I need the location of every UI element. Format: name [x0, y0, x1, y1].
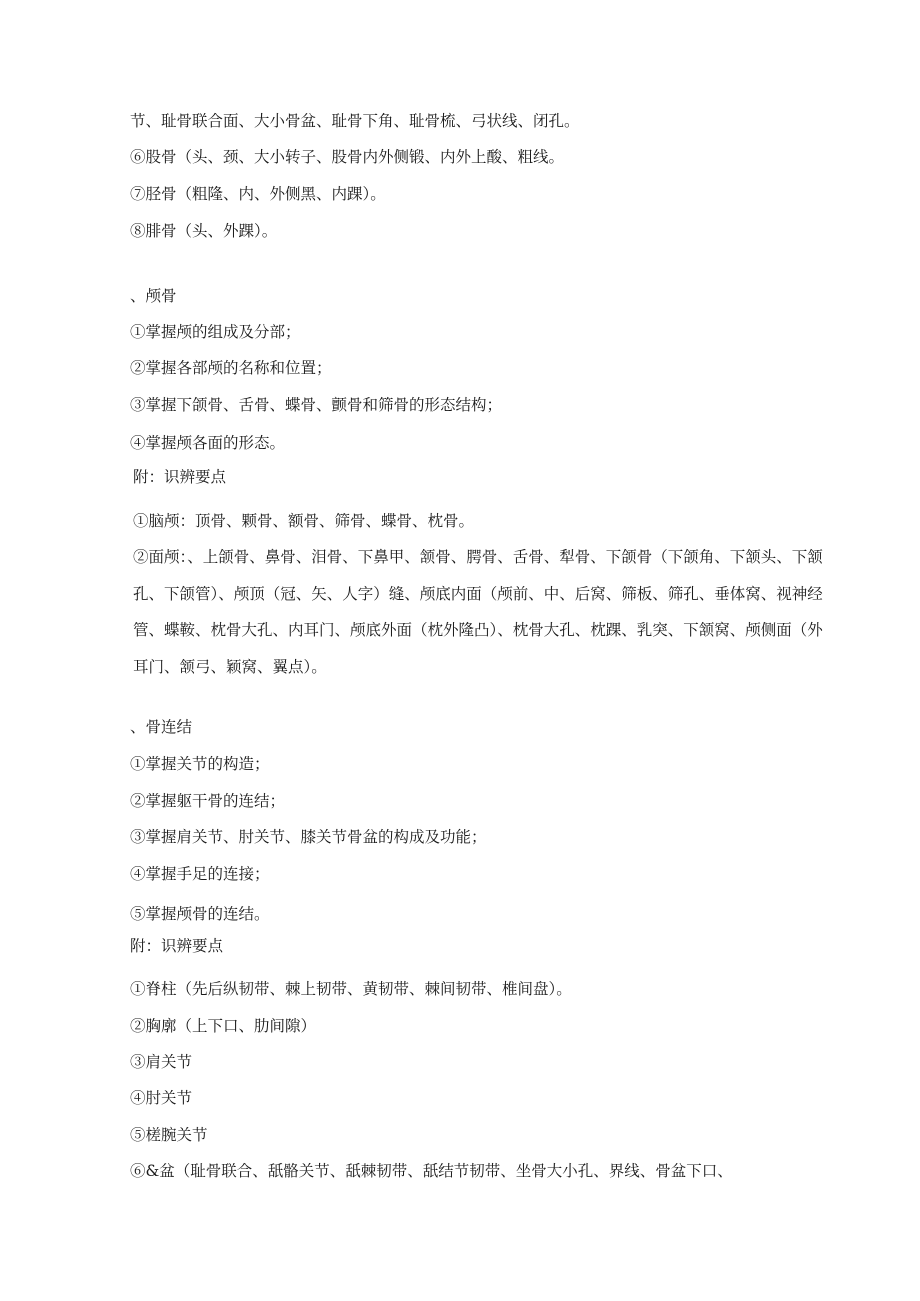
list-item: ②胸廓（上下口、肋间隙） [130, 1017, 317, 1035]
list-item: ①掌握关节的构造； [130, 755, 270, 773]
list-item: ⑥&盆（耻骨联合、舐骼关节、舐棘韧带、舐结节韧带、坐骨大小孔、界线、骨盆下口、 [130, 1162, 733, 1180]
appendix-label: 附：识辨要点 [133, 468, 227, 486]
list-item: ③肩关节 [130, 1053, 193, 1071]
list-item: ④掌握手足的连接； [130, 865, 270, 883]
list-item: ④掌握颅各面的形态。 [130, 434, 286, 452]
section-heading-joints: 、骨连结 [130, 718, 193, 736]
list-item: ⑤掌握颅骨的连结。 [130, 905, 270, 923]
list-item: ①脊柱（先后纵韧带、棘上韧带、黄韧带、棘间韧带、椎间盘）。 [130, 980, 572, 998]
list-item: ④肘关节 [130, 1089, 193, 1107]
list-item: ①掌握颅的组成及分部； [130, 323, 301, 341]
list-item: ③掌握肩关节、肘关节、膝关节骨盆的构成及功能； [130, 828, 487, 846]
list-item: ②掌握各部颅的名称和位置； [130, 359, 332, 377]
section-heading-skull: 、颅骨 [130, 287, 177, 305]
list-item-tibia: ⑦胫骨（粗隆、内、外侧黑、内踝）。 [130, 185, 386, 203]
list-item: ③掌握下颌骨、舌骨、蝶骨、颤骨和筛骨的形态结构； [130, 396, 503, 414]
text-line-pelvis: 节、耻骨联合面、大小骨盆、耻骨下角、耻骨梳、弓状线、闭孔。 [130, 112, 580, 130]
list-item-fibula: ⑧腓骨（头、外踝）。 [130, 222, 278, 240]
paragraph-facial-skull: ②面颅：、上颌骨、鼻骨、泪骨、下鼻甲、颔骨、腭骨、舌骨、犁骨、下颌骨（下颌角、下颔头、下颔孔、下颌管）、颅顶（冠、矢、人字）缝、颅底内面（颅前、中、后窝、筛板、筛孔、垂体窝、视神经管、蝶鞍、枕骨大孔、内耳门、颅底外面（枕外隆凸）、枕骨大孔、枕踝、乳突、下颔窝、颅侧面（外耳门、颔弓、颖窝、翼点）。 [133, 548, 823, 676]
list-item: ②掌握躯干骨的连结； [130, 792, 286, 810]
list-item: ①脑颅：顶骨、颗骨、额骨、筛骨、蝶骨、枕骨。 [133, 512, 475, 530]
list-item: ⑤槎腕关节 [130, 1126, 208, 1144]
appendix-label: 附：识辨要点 [130, 937, 224, 955]
list-item-femur: ⑥股骨（头、颈、大小转子、股骨内外侧锻、内外上酸、粗线。 [130, 148, 565, 166]
